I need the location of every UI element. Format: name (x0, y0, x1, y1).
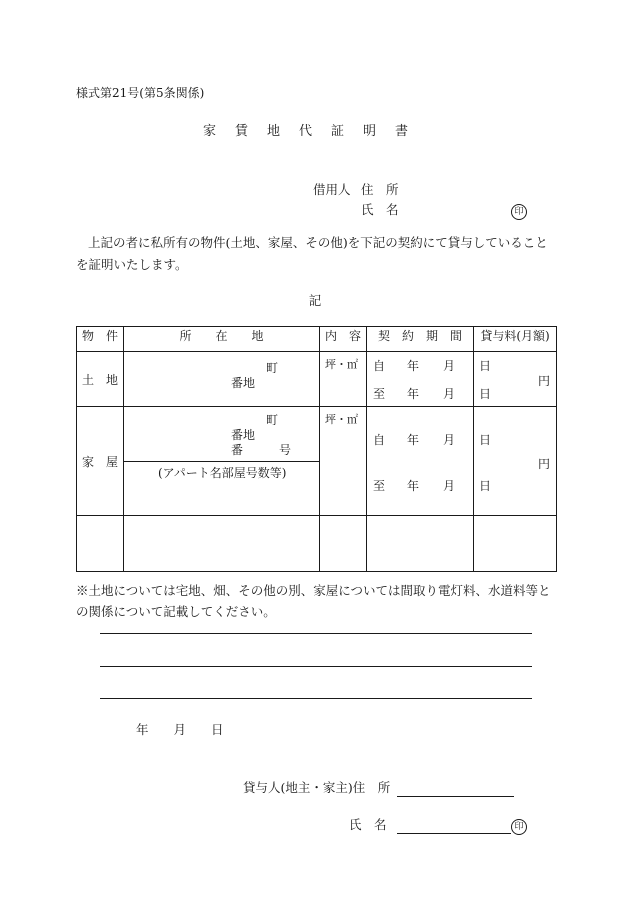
lender-name-line (397, 815, 511, 834)
borrower-name-label: 氏 名 (361, 202, 399, 217)
house-rent-cell (474, 407, 557, 516)
house-apartment: (アパート名部屋号数等) (158, 466, 287, 480)
seal-icon: 印 (511, 204, 527, 220)
land-unit: 坪・㎡ (325, 358, 358, 371)
house-machi: 町 (266, 413, 279, 427)
house-unit: 坪・㎡ (325, 413, 358, 426)
remarks-line (100, 698, 532, 699)
house-to-date: 年 月 日 (407, 479, 492, 493)
land-location-cell (124, 352, 320, 407)
house-yen: 円 (537, 457, 550, 471)
land-content-cell (320, 352, 367, 407)
house-from-label: 自 (373, 433, 386, 447)
lender-name-label: 氏 名 (349, 817, 387, 832)
house-period-cell (367, 407, 492, 516)
house-content-cell (320, 407, 367, 516)
borrower-seal (511, 199, 527, 220)
table-row-blank (77, 516, 557, 572)
statement-text: 上記の者に私所有の物件(土地、家屋、その他)を下記の契約にて貸与していることを証明いたします。 (76, 235, 548, 272)
header-rent: 貸与料(月額) (474, 327, 557, 352)
blank-cell (320, 516, 367, 572)
house-location-cell (124, 407, 320, 516)
house-bango: 番 号 (231, 443, 292, 457)
blank-cell (367, 516, 474, 572)
form-number: 様式第21号(第5条関係) (76, 86, 205, 100)
lender-address-line (397, 778, 514, 797)
document-title: 家賃地代証明書 (202, 124, 427, 139)
land-from-label: 自 (373, 359, 386, 373)
ki-heading: 記 (308, 293, 322, 308)
table-row-house (77, 407, 557, 516)
land-label: 土 地 (77, 352, 124, 407)
header-location: 所 在 地 (124, 327, 320, 352)
header-period: 契 約 期 間 (367, 327, 474, 352)
house-from-date: 年 月 日 (407, 433, 492, 447)
contract-table (76, 326, 557, 572)
house-banchi: 番地 (231, 428, 256, 442)
seal-icon: 印 (511, 819, 527, 835)
borrower-address-label: 住 所 (361, 182, 399, 197)
house-label: 家 屋 (77, 407, 124, 516)
remarks-line (100, 633, 532, 634)
land-to-date: 年 月 日 (407, 387, 492, 401)
lender-seal (511, 814, 527, 835)
blank-cell (474, 516, 557, 572)
house-divider (124, 461, 319, 462)
date-line: 年 月 日 (136, 722, 224, 737)
borrower-role: 借用人 (313, 182, 351, 197)
land-period-cell (367, 352, 492, 407)
header-item: 物 件 (77, 327, 124, 352)
header-content: 内 容 (320, 327, 367, 352)
blank-cell (124, 516, 320, 572)
lender-role: 貸与人(地主・家主)住 所 (243, 780, 391, 795)
remarks-line (100, 666, 532, 667)
land-banchi: 番地 (231, 376, 256, 390)
table-row-land (77, 352, 557, 407)
land-rent-cell (474, 352, 557, 407)
note-text: ※土地については宅地、畑、その他の別、家屋については間取り電灯料、水道料等との関係について記載してください。 (76, 583, 551, 619)
house-to-label: 至 (373, 479, 386, 493)
land-from-date: 年 月 日 (407, 359, 492, 373)
land-machi: 町 (266, 361, 279, 375)
blank-cell (77, 516, 124, 572)
table-header-row (77, 327, 557, 352)
land-to-label: 至 (373, 387, 386, 401)
land-yen: 円 (537, 374, 550, 388)
